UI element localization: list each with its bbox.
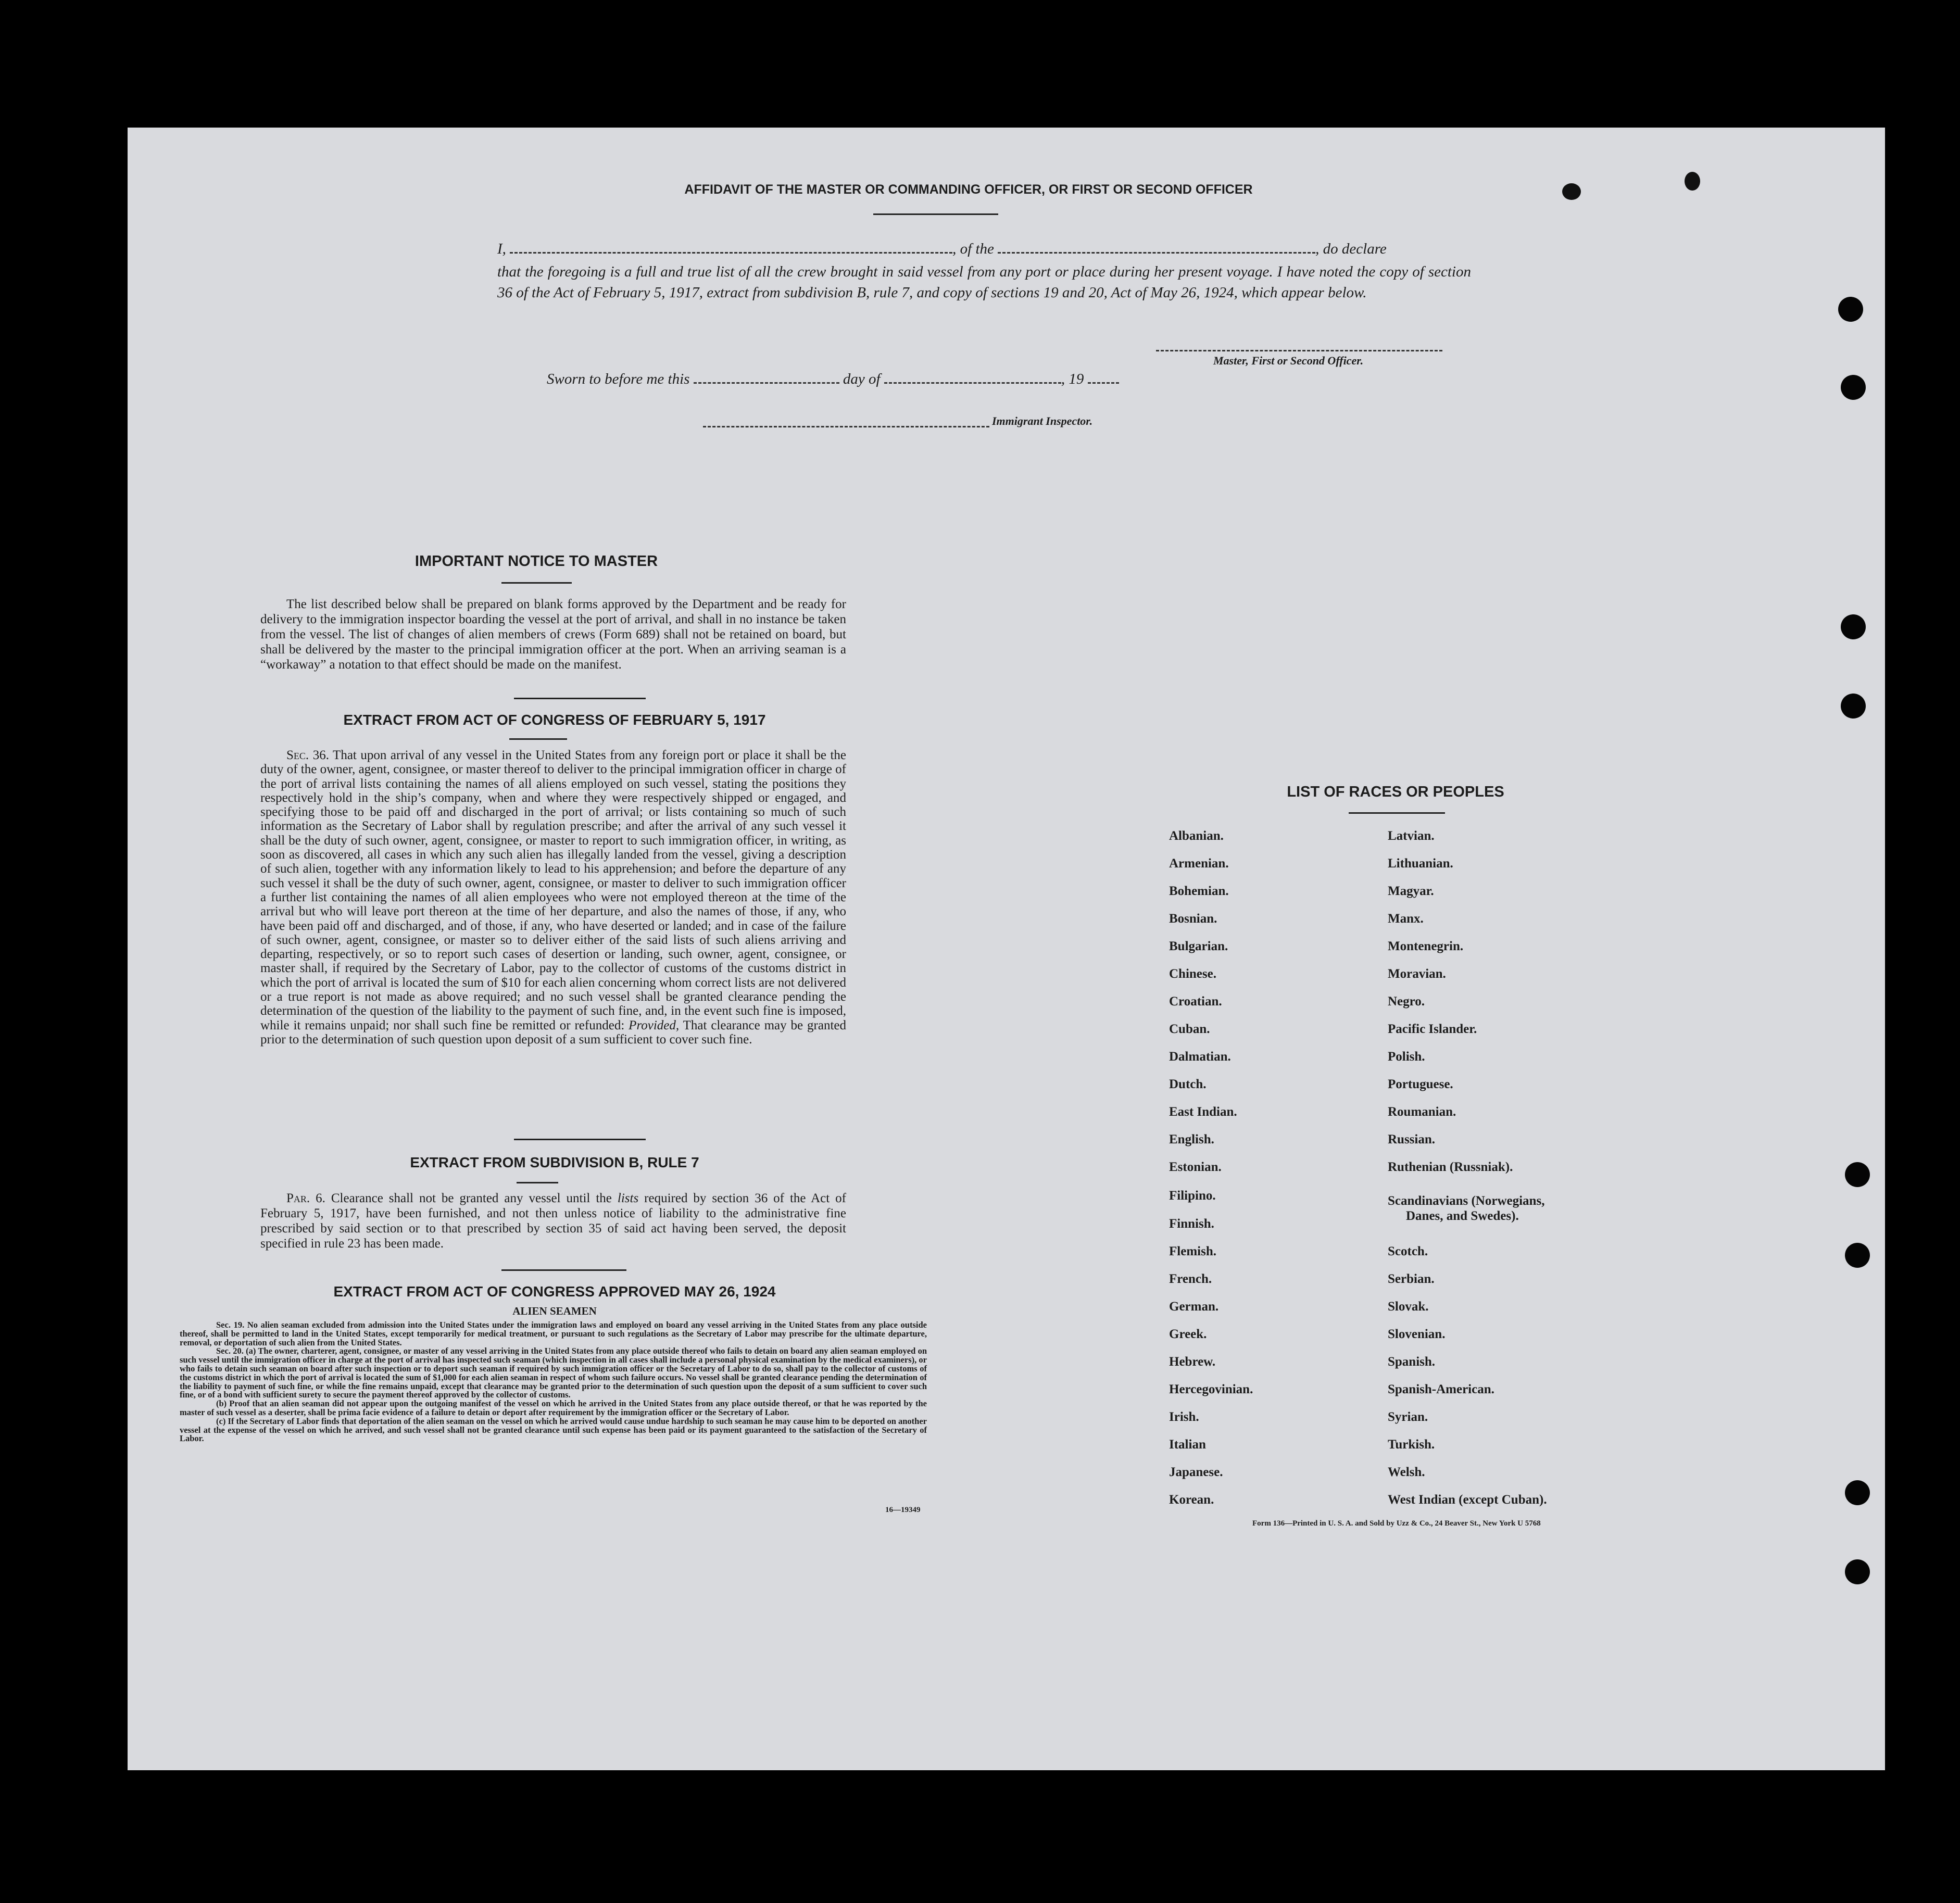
- section-rule: [514, 698, 646, 699]
- race-item: Negro.: [1388, 994, 1425, 1009]
- sec-20a-text: Sec. 20. (a) The owner, charterer, agent, consignee, or master of any vessel arriving in the United States from any place outside thereof who fails to detain on board any alien seaman employed on such vessel until the immigration officer in charge at the port of arrival has inspected such seaman (which inspection in all cases shall include a personal physical examination by the medical examiners), or who fails to detain such seaman on board after such inspection or to deport such seaman if required by such immigration officer or the Secretary of Labor to do so, shall pay to the collector of customs of the customs district in which the port of arrival is located the sum of $1,000 for each alien seaman in respect of whom such failure occurs. No vessel shall be granted clearance pending the determination of the liability to payment of such fine, or while the fine remains unpaid, except that clearance may be granted prior to the determination of such question upon the deposit of a sum sufficient to cover such fine, or of a bond with sufficient surety to secure the payment thereof approved by the collector of customs.: [180, 1346, 927, 1400]
- race-item: Filipino.: [1169, 1189, 1216, 1203]
- race-item: Manx.: [1388, 912, 1424, 926]
- race-item: Dutch.: [1169, 1077, 1207, 1091]
- declaration-body: that the foregoing is a full and true list of all the crew brought in said vessel from any port or place during her present voyage. I have noted the copy of section 36 of the Act of February 5, 1917, extract from subdivision B, rule 7, and copy of sections 19 and 20, Act of May 26, 1924, which appear below.: [497, 263, 1471, 301]
- race-item: Greek.: [1169, 1327, 1207, 1341]
- sec-20b-text: (b) Proof that an alien seaman did not appear upon the outgoing manifest of the vessel on which he arrived in the United States from any place outside thereof, or that he was reported by the master of such vessel as a deserter, shall be prima facie evidence of a failure to detain or deport after requirement by the immigration officer or the Secretary of Labor.: [180, 1398, 927, 1417]
- extract-1917-body: [260, 748, 846, 1047]
- race-item: Welsh.: [1388, 1465, 1425, 1479]
- race-item: German.: [1169, 1300, 1219, 1314]
- sec-19-text: Sec. 19. No alien seaman excluded from admission into the United States under the immigration laws and employed on board any vessel arriving in the United States from any place outside thereof, shall be permitted to land in the United States, except temporarily for medical treatment, or pursuant to such regulations as the Secretary of Labor may prescribe for the ultimate departure, removal, or deportation of such alien from the United States.: [180, 1320, 927, 1347]
- rule-7-body: [260, 1191, 846, 1251]
- extract-1917-rule: [509, 738, 567, 740]
- race-item: Korean.: [1169, 1493, 1214, 1507]
- provided-text: Provided,: [629, 1018, 680, 1032]
- race-item: Bohemian.: [1169, 884, 1229, 898]
- races-title: LIST OF RACES OR PEOPLES: [1287, 784, 1504, 800]
- rule-7-title: EXTRACT FROM SUBDIVISION B, RULE 7: [410, 1154, 699, 1170]
- extract-1924-body: [180, 1321, 927, 1443]
- punch-hole: [1845, 1559, 1870, 1584]
- affidavit-title: AFFIDAVIT OF THE MASTER OR COMMANDING OFFICER, OR FIRST OR SECOND OFFICER: [684, 182, 1253, 197]
- race-item: Flemish.: [1169, 1244, 1216, 1258]
- section-rule: [501, 1269, 626, 1271]
- sec-36-label: Sec. 36.: [286, 748, 329, 762]
- punch-hole: [1841, 375, 1866, 400]
- notice-title: IMPORTANT NOTICE TO MASTER: [414, 553, 658, 570]
- title-rule: [873, 213, 998, 215]
- race-item: French.: [1169, 1272, 1212, 1286]
- race-item: Croatian.: [1169, 994, 1222, 1009]
- month-blank[interactable]: [884, 372, 1061, 384]
- day-blank[interactable]: [694, 372, 839, 384]
- race-item: Italian: [1169, 1438, 1206, 1452]
- form-code: 16—19349: [885, 1506, 921, 1514]
- race-item: Hercegovinian.: [1169, 1382, 1253, 1396]
- sec-36-text-end: That clearance may be granted prior to the determination of such question upon deposit of a sum sufficient to cover such fine.: [260, 1018, 846, 1047]
- year-text: , 19: [1061, 371, 1084, 387]
- extract-1924-title: EXTRACT FROM ACT OF CONGRESS APPROVED MAY 26, 1924: [333, 1283, 776, 1300]
- punch-hole: [1845, 1480, 1870, 1505]
- race-item: Ruthenian (Russniak).: [1388, 1160, 1513, 1174]
- race-item: Lithuanian.: [1388, 856, 1453, 871]
- inspector-signature-line[interactable]: [703, 426, 989, 427]
- race-item: Finnish.: [1169, 1217, 1214, 1231]
- races-rule: [1349, 812, 1445, 814]
- race-item: Magyar.: [1388, 884, 1434, 898]
- printer-line: Form 136—Printed in U. S. A. and Sold by Uzz & Co., 24 Beaver St., New York U 5768: [1252, 1519, 1541, 1528]
- officer-signature-line[interactable]: [1156, 350, 1442, 351]
- extract-1917-title: EXTRACT FROM ACT OF CONGRESS OF FEBRUARY 5, 1917: [343, 712, 766, 728]
- race-item: Polish.: [1388, 1050, 1425, 1064]
- race-item: Turkish.: [1388, 1438, 1435, 1452]
- race-item: Slovenian.: [1388, 1327, 1446, 1341]
- race-item: English.: [1169, 1132, 1214, 1146]
- race-item: Montenegrin.: [1388, 939, 1464, 953]
- race-item: Albanian.: [1169, 829, 1224, 843]
- race-item: Slovak.: [1388, 1300, 1429, 1314]
- sworn-prefix: Sworn to before me this: [547, 371, 690, 387]
- race-item: Bosnian.: [1169, 912, 1217, 926]
- race-item: Japanese.: [1169, 1465, 1223, 1479]
- ink-blot: [1562, 183, 1581, 200]
- race-item: Danes, and Swedes).: [1406, 1209, 1519, 1223]
- race-item: Cuban.: [1169, 1022, 1210, 1036]
- sworn-line: [547, 371, 1119, 388]
- lists-text: lists: [617, 1191, 639, 1205]
- race-item: Moravian.: [1388, 967, 1446, 981]
- do-declare-text: , do declare: [1315, 241, 1387, 257]
- race-item: Irish.: [1169, 1410, 1199, 1424]
- race-item: Spanish.: [1388, 1355, 1436, 1369]
- race-item: Hebrew.: [1169, 1355, 1216, 1369]
- par-6-label: Par. 6.: [286, 1191, 325, 1205]
- race-item: Latvian.: [1388, 829, 1435, 843]
- race-item: Pacific Islander.: [1388, 1022, 1477, 1036]
- sec-20c-text: (c) If the Secretary of Labor finds that deportation of the alien seaman on the vessel on which he arrived would cause undue hardship to such seaman he may cause him to be deported on another vessel at the expense of the vessel on which he arrived, and such vessel shall not be granted clearance until such expense has been paid or its payment guaranteed to the satisfaction of the Secretary of Labor.: [180, 1416, 927, 1444]
- race-item: Bulgarian.: [1169, 939, 1228, 953]
- rule-7-rule: [517, 1182, 558, 1183]
- race-item: Scotch.: [1388, 1244, 1428, 1258]
- par-6-text-end: required by section 36 of the Act of February 5, 1917, have been furnished, and not then unless notice of liability to the administrative fine prescribed by said section or to that prescribed by section 35 of said act having been served, the deposit specified in rule 23 has been made.: [260, 1191, 847, 1251]
- punch-hole: [1841, 694, 1866, 719]
- race-item: Serbian.: [1388, 1272, 1435, 1286]
- punch-hole: [1841, 614, 1866, 639]
- race-item: East Indian.: [1169, 1105, 1237, 1119]
- declaration-line: [497, 241, 1471, 258]
- notice-body: The list described below shall be prepared on blank forms approved by the Department and be ready for delivery to the immigration inspector boarding the vessel at the port of arrival, and shall in no instance be taken from the vessel. The list of changes of alien members of crews (Form 689) shall not be retained on board, but shall be delivered by the master to the principal immigration officer at the port. When an arriving seaman is a “workaway” a notation to that effect should be made on the manifest.: [260, 597, 846, 672]
- punch-hole: [1845, 1243, 1870, 1268]
- race-item: Scandinavians (Norwegians,: [1388, 1194, 1545, 1208]
- race-item: Portuguese.: [1388, 1077, 1453, 1091]
- race-item: Chinese.: [1169, 967, 1216, 981]
- officer-caption: Master, First or Second Officer.: [1213, 354, 1364, 367]
- section-rule: [514, 1139, 646, 1140]
- race-item: Dalmatian.: [1169, 1050, 1231, 1064]
- race-item: Syrian.: [1388, 1410, 1428, 1424]
- vessel-blank[interactable]: [998, 242, 1315, 254]
- race-item: West Indian (except Cuban).: [1388, 1493, 1547, 1507]
- race-item: Estonian.: [1169, 1160, 1222, 1174]
- sec-36-text: That upon arrival of any vessel in the United States from any foreign port or place it shall be the duty of the owner, agent, consignee, or master thereof to deliver to the principal immigration officer in charge of the port of arrival lists containing the names of all aliens employed on such vessel, stating the positions they respectively hold in the ship’s company, when and where they were respectively shipped or engaged, and specifying those to be paid off and discharged in the port of arrival; or lists containing so much of such information as the Secretary of Labor shall by regulation prescribe; and after the arrival of any such vessel it shall be the duty of such owner, agent, consignee, or master to report to such immigration officer, in writing, as soon as discovered, all cases in which any such alien has illegally landed from the vessel, giving a description of such alien, together with any information likely to lead to his apprehension; and before the departure of any such vessel it shall be the duty of such owner, agent, consignee, or master to deliver to such immigration officer a further list containing the names of all alien employees who were not employed thereon at the time of the arrival but who will leave port thereon at the time of her departure, and also the names of those, if any, who have been paid off and discharged, and of those, if any, who have deserted or landed; and in case of the failure of such owner, agent, consignee, or master so to deliver either of the said lists of such aliens arriving and departing, respectively, or so to report such cases of desertion or landing, such owner, agent, consignee, or master shall, if required by the Secretary of Labor, pay to the collector of customs of the customs district in which the port of arrival is located the sum of $10 for each alien concerning whom correct lists are not delivered or a true report is not made as above required; and no such vessel shall be granted clearance pending the determination of the question of the liability to the payment of such fine, and, in the event such fine is imposed, while it remains unpaid; nor shall such fine be remitted or refunded:: [260, 748, 846, 1032]
- notice-rule: [501, 582, 572, 584]
- of-the-text: , of the: [952, 241, 994, 257]
- punch-hole: [1838, 297, 1863, 322]
- race-item: Spanish-American.: [1388, 1382, 1494, 1396]
- declare-i: I,: [497, 241, 506, 257]
- punch-hole: [1845, 1162, 1870, 1187]
- race-item: Armenian.: [1169, 856, 1229, 871]
- race-item: Russian.: [1388, 1132, 1436, 1146]
- year-blank[interactable]: [1088, 372, 1119, 384]
- name-blank[interactable]: [510, 242, 952, 254]
- day-of-text: day of: [843, 371, 881, 387]
- ink-blot: [1685, 172, 1700, 191]
- race-item: Roumanian.: [1388, 1105, 1456, 1119]
- par-6-text: Clearance shall not be granted any vessel until the: [331, 1191, 612, 1205]
- alien-seamen-subtitle: ALIEN SEAMEN: [512, 1305, 597, 1317]
- inspector-caption: Immigrant Inspector.: [992, 414, 1093, 427]
